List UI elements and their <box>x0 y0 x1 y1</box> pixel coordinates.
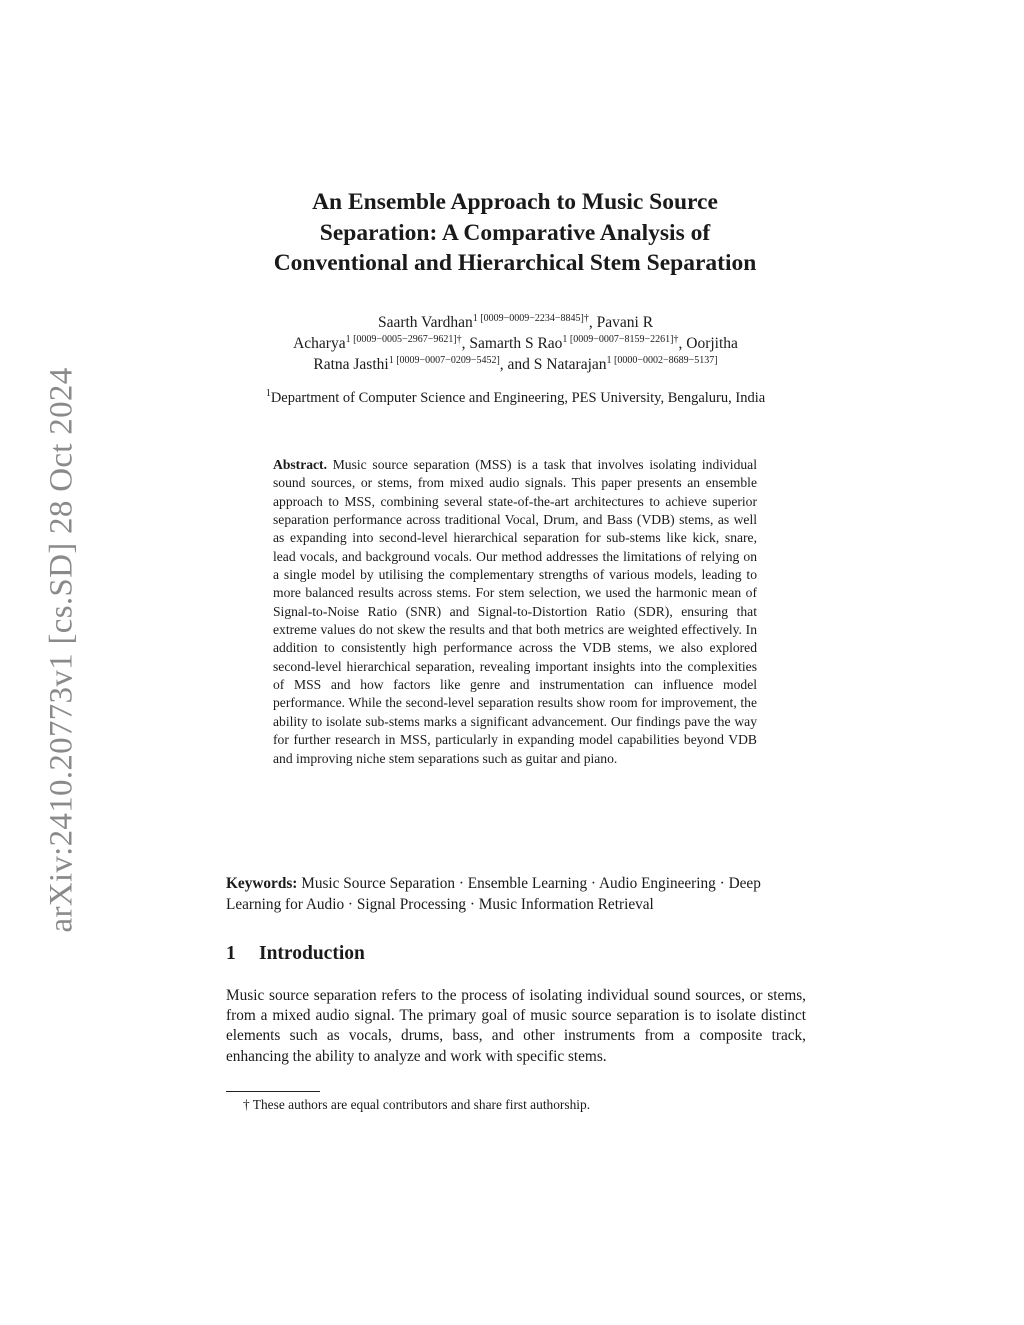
keywords <box>226 874 806 915</box>
abstract <box>273 456 757 768</box>
abstract-text: Music source separation (MSS) is a task that involves isolating individual sound sources, or stems, from mixed audio signals. This paper presents an ensemble approach to MSS, combining several state-of-the-art architectures to achieve superior separation performance across traditional Vocal, Drum, and Bass (VDB) stems, as well as expanding into second-level hierarchical separation for sub-stems like kick, snare, lead vocals, and background vocals. Our method addresses the limitations of relying on a single model by utilising the complementary strengths of various models, leading to more balanced results across stems. For stem selection, we used the harmonic mean of Signal-to-Noise Ratio (SNR) and Signal-to-Distortion Ratio (SDR), ensuring that extreme values do not skew the results and that both metrics are weighted effectively. In addition to consistently high performance across the VDB stems, we also explored second-level hierarchical separation, revealing important insights into the complexities of MSS and how factors like genre and instrumentation can influence model performance. While the second-level separation results show room for improvement, the ability to isolate sub-stems marks a significant advancement. Our findings pave the way for further research in MSS, particularly in expanding model capabilities beyond VDB and improving niche stem separations such as guitar and piano. <box>273 457 757 766</box>
author-separator: , Oorjitha <box>678 335 738 352</box>
author-orcid: 1 [0009−0007−0209−5452] <box>388 354 500 366</box>
title-line-2: Separation: A Comparative Analysis of <box>319 219 711 246</box>
section-title: Introduction <box>259 943 365 964</box>
author-orcid: 1 [0009−0009−2234−8845]† <box>472 312 589 324</box>
author-affiliation <box>218 388 813 408</box>
author-orcid: 1 [0009−0005−2967−9621]† <box>345 333 462 345</box>
author-line-1 <box>218 312 813 333</box>
affiliation-marker: 1 <box>265 388 271 400</box>
author-line-2 <box>218 333 813 354</box>
abstract-label: Abstract. <box>273 457 327 472</box>
section-heading-introduction <box>226 943 365 965</box>
author-orcid: 1 [0009−0007−8159−2261]† <box>562 333 679 345</box>
author-orcid: 1 [0000−0002−8689−5137] <box>606 354 718 366</box>
affiliation-text: Department of Computer Science and Engineering, PES University, Bengaluru, India <box>270 390 766 406</box>
title-line-1: An Ensemble Approach to Music Source <box>312 189 718 215</box>
keywords-text: Music Source Separation · Ensemble Learning · Audio Engineering · Deep Learning for Audio · Signal Processing · Music Information Retrieval <box>226 875 761 913</box>
author-line-3 <box>218 354 813 375</box>
footnote-divider <box>226 1091 320 1092</box>
author-separator: , Samarth S Rao <box>461 335 563 352</box>
author-name: Acharya <box>293 335 346 352</box>
author-separator: , Pavani R <box>588 314 654 331</box>
keywords-label: Keywords: <box>226 875 298 892</box>
section-number: 1 <box>226 943 236 964</box>
paper-title <box>212 187 818 279</box>
footnote: † These authors are equal contributors and share first authorship. <box>243 1097 591 1112</box>
author-separator: , and S Natarajan <box>499 356 607 373</box>
title-line-3: Conventional and Hierarchical Stem Separation <box>273 250 757 276</box>
author-list <box>218 312 813 375</box>
author-name: Saarth Vardhan <box>377 314 473 331</box>
arxiv-identifier-stamp: arXiv:2410.20773v1 [cs.SD] 28 Oct 2024 <box>43 367 80 933</box>
author-name: Ratna Jasthi <box>313 356 389 373</box>
intro-paragraph: Music source separation refers to the process of isolating individual sound sources, or stems, from a mixed audio signal. The primary goal of music source separation is to isolate distinct elements such as vocals, drums, bass, and other instruments from a composite track, enhancing the ability to analyze and work with specific stems. <box>226 987 806 1065</box>
